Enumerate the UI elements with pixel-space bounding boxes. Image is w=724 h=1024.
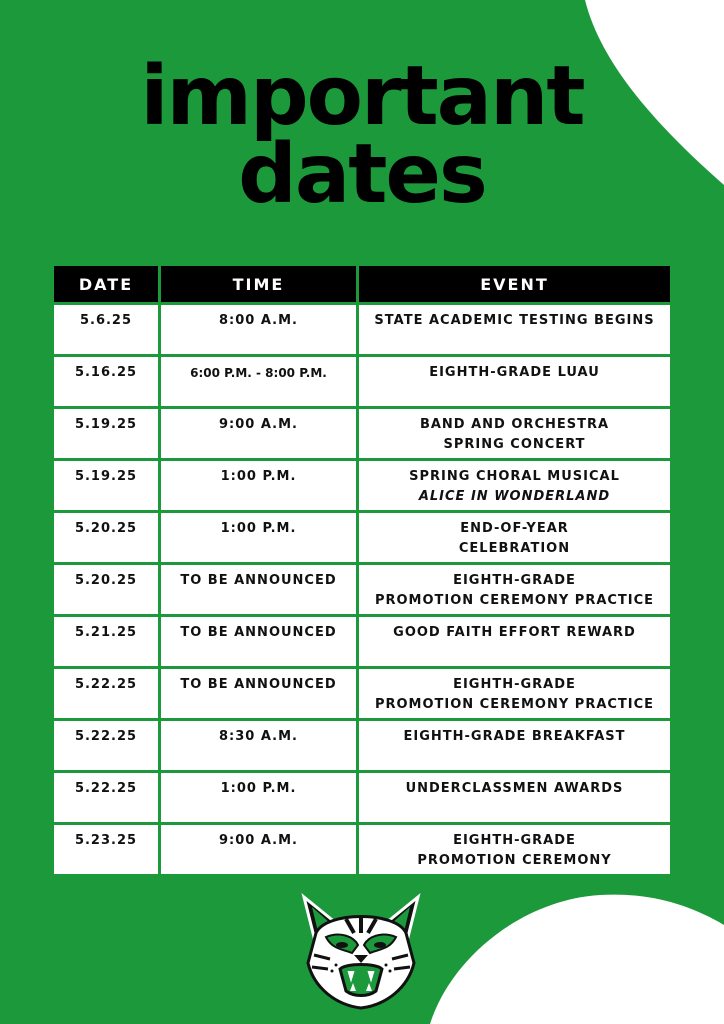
table-row bbox=[54, 357, 670, 406]
event-line: CELEBRATION bbox=[458, 541, 571, 556]
table-row bbox=[54, 773, 670, 822]
table-row bbox=[54, 409, 670, 458]
event-line: EIGHTH-GRADE LUAU bbox=[429, 365, 600, 380]
time-cell: TO BE ANNOUNCED bbox=[161, 669, 356, 718]
date-cell: 5.22.25 bbox=[54, 669, 158, 718]
event-line: EIGHTH-GRADE bbox=[453, 573, 576, 588]
event-line: UNDERCLASSMEN AWARDS bbox=[405, 781, 624, 796]
time-cell: 1:00 P.M. bbox=[161, 461, 356, 510]
time-cell: 1:00 P.M. bbox=[161, 773, 356, 822]
event-cell bbox=[359, 565, 670, 614]
title-line-1: important bbox=[140, 49, 584, 144]
table-header-row bbox=[54, 266, 670, 302]
table-row bbox=[54, 513, 670, 562]
event-cell bbox=[359, 513, 670, 562]
time-cell: 9:00 A.M. bbox=[161, 825, 356, 874]
event-line: PROMOTION CEREMONY bbox=[417, 853, 612, 868]
event-line: EIGHTH-GRADE BREAKFAST bbox=[403, 729, 626, 744]
time-cell: 8:30 A.M. bbox=[161, 721, 356, 770]
event-line: EIGHTH-GRADE bbox=[453, 677, 576, 692]
event-cell bbox=[359, 669, 670, 718]
header-time: TIME bbox=[161, 266, 356, 302]
title-line-2: dates bbox=[238, 127, 486, 222]
time-cell: 6:00 P.M. - 8:00 P.M. bbox=[161, 357, 356, 406]
table-row bbox=[54, 617, 670, 666]
event-cell bbox=[359, 825, 670, 874]
date-cell: 5.19.25 bbox=[54, 409, 158, 458]
event-cell bbox=[359, 357, 670, 406]
event-cell bbox=[359, 773, 670, 822]
time-cell: 8:00 A.M. bbox=[161, 305, 356, 354]
header-date: DATE bbox=[54, 266, 158, 302]
date-cell: 5.16.25 bbox=[54, 357, 158, 406]
header-event: EVENT bbox=[359, 266, 670, 302]
table-row bbox=[54, 669, 670, 718]
date-cell: 5.20.25 bbox=[54, 565, 158, 614]
event-line: STATE ACADEMIC TESTING BEGINS bbox=[374, 313, 655, 328]
date-cell: 5.22.25 bbox=[54, 773, 158, 822]
table-row bbox=[54, 721, 670, 770]
time-cell: 9:00 A.M. bbox=[161, 409, 356, 458]
table-row bbox=[54, 461, 670, 510]
date-cell: 5.6.25 bbox=[54, 305, 158, 354]
event-cell bbox=[359, 461, 670, 510]
event-cell bbox=[359, 305, 670, 354]
wildcat-mascot-icon bbox=[296, 893, 426, 1011]
event-line: BAND AND ORCHESTRA bbox=[419, 417, 610, 432]
time-cell: TO BE ANNOUNCED bbox=[161, 565, 356, 614]
time-cell: TO BE ANNOUNCED bbox=[161, 617, 356, 666]
table-row bbox=[54, 825, 670, 874]
event-line: PROMOTION CEREMONY PRACTICE bbox=[374, 593, 655, 608]
table-row bbox=[54, 565, 670, 614]
event-line: SPRING CHORAL MUSICAL bbox=[409, 469, 620, 484]
event-line: ALICE IN WONDERLAND bbox=[418, 489, 611, 504]
date-cell: 5.22.25 bbox=[54, 721, 158, 770]
date-cell: 5.23.25 bbox=[54, 825, 158, 874]
event-line: END-OF-YEAR bbox=[460, 521, 569, 536]
date-cell: 5.20.25 bbox=[54, 513, 158, 562]
page-title bbox=[0, 49, 724, 222]
event-cell bbox=[359, 409, 670, 458]
date-cell: 5.21.25 bbox=[54, 617, 158, 666]
dates-table bbox=[51, 263, 673, 877]
event-line: GOOD FAITH EFFORT REWARD bbox=[393, 625, 636, 640]
event-cell bbox=[359, 721, 670, 770]
table-row bbox=[54, 305, 670, 354]
date-cell: 5.19.25 bbox=[54, 461, 158, 510]
table-body bbox=[54, 305, 670, 874]
event-line: EIGHTH-GRADE bbox=[453, 833, 576, 848]
event-line: PROMOTION CEREMONY PRACTICE bbox=[374, 697, 655, 712]
time-cell: 1:00 P.M. bbox=[161, 513, 356, 562]
event-line: SPRING CONCERT bbox=[443, 437, 586, 452]
event-cell bbox=[359, 617, 670, 666]
